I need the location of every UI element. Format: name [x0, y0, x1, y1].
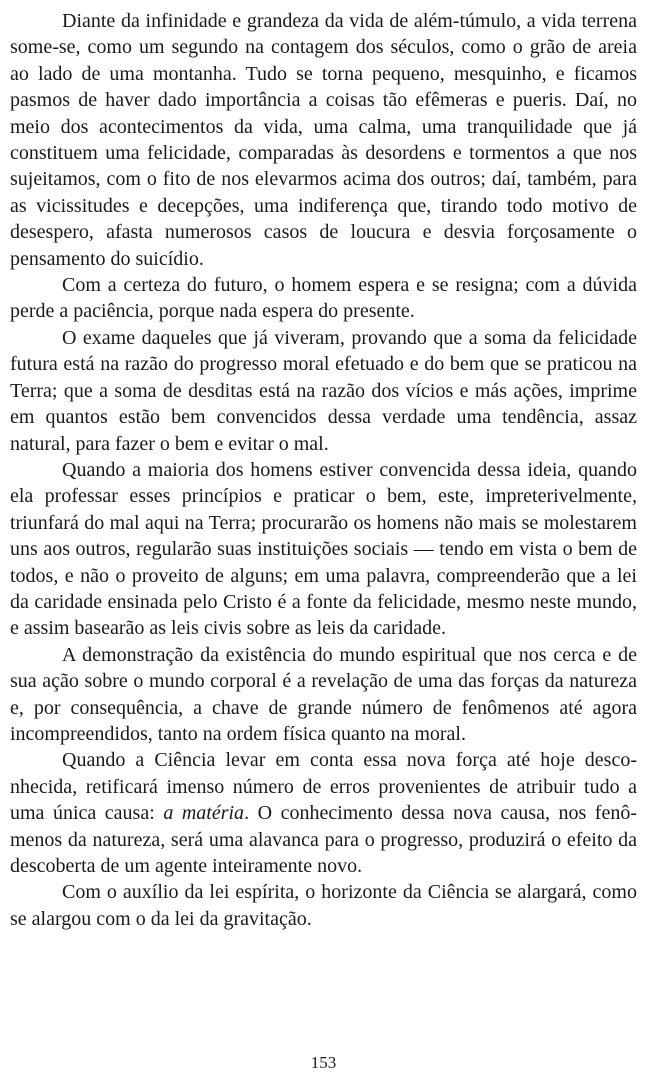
paragraph-6-start: Quando a Ciência levar em conta essa nova força até hoje desconhecida, retificará imenso número de erros provenientes de atribuir tudo a uma única causa:: [10, 749, 637, 825]
paragraph-6: [10, 747, 637, 879]
paragraph-6-end: . O conhecimento dessa nova causa, nos fenômenos da natureza, será uma alavanca para o progresso, produzirá o efeito da descoberta de um agente inteiramente novo.: [10, 802, 637, 877]
emphasis-a-materia: a matéria: [163, 802, 245, 825]
page-number: 153: [310, 1053, 337, 1072]
body-text: [10, 8, 637, 932]
paragraph-7: Com o auxílio da lei espírita, o horizonte da Ciência se alargará, como se alargou com o da lei da gravitação.: [10, 881, 637, 930]
paragraph-1: Diante da infinidade e grandeza da vida de além-túmulo, a vida terrena some-se, como um segundo na contagem dos séculos, como o grão de areia ao lado de uma montanha. Tudo se torna pequeno, mesquinho, e ficamos pasmos de haver dado importância a coisas tão efêmeras e pueris. Daí, no meio dos acontecimentos da vida, uma calma, uma tranquilidade que já constituem uma felicidade, comparadas às desordens e tormentos a que nos sujeitamos, com o fito de nos elevarmos acima dos outros; daí, também, para as vicissitudes e decepções, uma indiferença que, tirando todo motivo de desespero, afasta numerosos casos de loucura e desvia forçosamente o pensamento do suicídio.: [10, 10, 637, 270]
paragraph-4: Quando a maioria dos homens estiver convencida dessa ideia, quando ela professar esses princípios e praticar o bem, este, impreterivelmente, triunfará do mal aqui na Terra; procurarão os homens não mais se molestarem uns aos outros, regularão suas instituições sociais — tendo em vista o bem de todos, e não o proveito de alguns; em uma palavra, compreenderão que a lei da caridade ensinada pelo Cristo é a fonte da felicidade, mesmo neste mundo, e assim basearão as leis civis sobre as leis da caridade.: [10, 458, 637, 640]
paragraph-3: O exame daqueles que já viveram, provando que a soma da felicidade futura está na razão do progresso moral efetuado e do bem que se praticou na Terra; que a soma de desditas está na razão dos vícios e más ações, imprime em quantos estão bem convencidos dessa verdade uma tendência, assaz natural, para fazer o bem e evitar o mal.: [10, 326, 637, 455]
paragraph-2: Com a certeza do futuro, o homem espera e se resigna; com a dúvida perde a paciência, porque nada espera do presente.: [10, 274, 637, 323]
paragraph-5: A demonstração da existência do mundo espiritual que nos cerca e de sua ação sobre o mundo corporal é a revelação de uma das forças da natureza e, por consequência, a chave de grande número de fenômenos até agora incompreendidos, tanto na ordem física quanto na moral.: [10, 643, 637, 745]
